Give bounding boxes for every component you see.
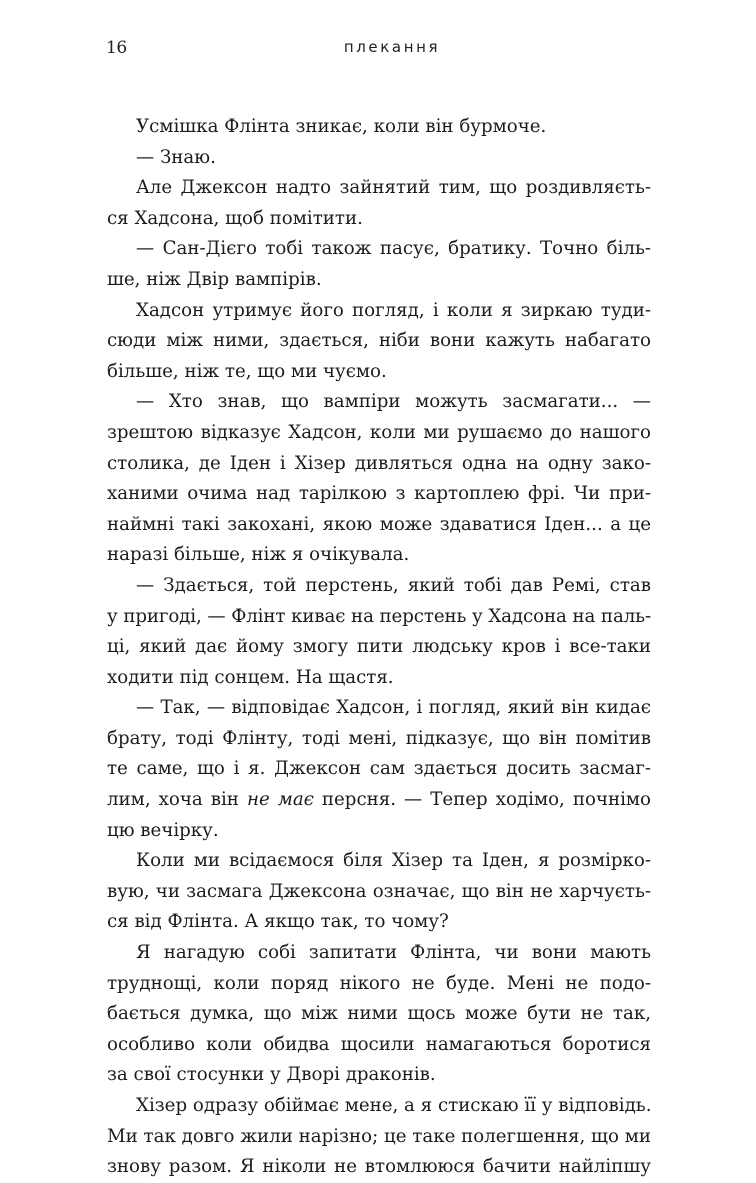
text-line: наймні такі закохані, якою може здаватися Іден... а це bbox=[107, 513, 651, 535]
text-line: Але Джексон надто зайнятий тим, що роздивляєть- bbox=[136, 177, 651, 199]
paragraph bbox=[107, 387, 651, 571]
text-line: — Хто знав, що вампіри можуть засмагати... — bbox=[136, 391, 651, 413]
text-line: вую, чи засмага Джексона означає, що він не харчуєть- bbox=[107, 880, 651, 902]
text-line: бається думка, що між ними щось може бути не так, bbox=[107, 1003, 651, 1025]
emphasized-text: не має bbox=[246, 789, 314, 811]
text-line: ся Хадсона, щоб помітити. bbox=[107, 207, 363, 229]
text-run: персня. — Тепер ходімо, почнімо bbox=[313, 789, 651, 811]
text-line: наразі більше, ніж я очікувала. bbox=[107, 544, 410, 566]
text-line-with-emphasis bbox=[107, 785, 651, 816]
paragraph bbox=[107, 234, 651, 295]
paragraph bbox=[107, 296, 651, 388]
text-line: Усмішка Флінта зникає, коли він бурмоче. bbox=[136, 116, 547, 137]
text-line: те саме, що і я. Джексон сам здається досить засмаг- bbox=[107, 758, 651, 780]
paragraph bbox=[107, 173, 651, 234]
text-line: знову разом. Я ніколи не втомлююся бачити найліпшу bbox=[107, 1156, 651, 1178]
text-line: ханими очима над тарілкою з картоплею фрі. Чи при- bbox=[107, 483, 651, 505]
paragraph bbox=[107, 143, 651, 174]
text-line: — Знаю. bbox=[136, 146, 216, 168]
body-text bbox=[107, 112, 651, 1183]
text-line: більше, ніж те, що ми чуємо. bbox=[107, 360, 387, 382]
text-line: Коли ми всідаємося біля Хізер та Іден, я розмірко- bbox=[136, 850, 651, 872]
running-title: плекання bbox=[343, 38, 441, 56]
paragraph bbox=[107, 1091, 651, 1183]
text-line: Хізер одразу обіймає мене, а я стискаю її у відповідь. bbox=[136, 1095, 652, 1116]
paragraph bbox=[107, 938, 651, 1091]
text-line: столика, де Іден і Хізер дивляться одна на одну зако- bbox=[107, 452, 651, 474]
page-number: 16 bbox=[106, 38, 127, 58]
text-line: — Сан-Дієго тобі також пасує, братику. Точно біль- bbox=[136, 238, 651, 260]
text-line: Я нагадую собі запитати Флінта, чи вони мають bbox=[136, 942, 651, 964]
paragraph bbox=[107, 693, 651, 846]
text-line: особливо коли обидва щосили намагаються боротися bbox=[107, 1033, 651, 1055]
text-line: за свої стосунки у Дворі драконів. bbox=[107, 1064, 436, 1086]
text-line: брату, тоді Флінту, тоді мені, підказує, що він помітив bbox=[107, 727, 651, 749]
text-line: — Так, — відповідає Хадсон, і погляд, який він кидає bbox=[136, 697, 651, 719]
text-line: труднощі, коли поряд нікого не буде. Мені не подо- bbox=[107, 972, 651, 994]
text-line: ходити під сонцем. На щастя. bbox=[107, 666, 394, 688]
text-line: Хадсон утримує його погляд, і коли я зиркаю туди- bbox=[136, 299, 651, 321]
paragraph bbox=[107, 846, 651, 938]
paragraph bbox=[107, 112, 651, 143]
text-line: цю вечірку. bbox=[107, 819, 219, 841]
text-run: лим, хоча він bbox=[107, 789, 247, 811]
text-line: сюди між ними, здається, ніби вони кажуть набагато bbox=[107, 330, 651, 352]
text-line: ся від Флінта. А якщо так, то чому? bbox=[107, 911, 449, 933]
text-line: у пригоді, — Флінт киває на перстень у Хадсона на паль- bbox=[107, 605, 651, 627]
text-line: зрештою відказує Хадсон, коли ми рушаємо до нашого bbox=[107, 421, 651, 443]
paragraph bbox=[107, 571, 651, 693]
text-line: ці, який дає йому змогу пити людську кров і все-таки bbox=[107, 636, 651, 658]
text-line: — Здається, той перстень, який тобі дав Ремі, став bbox=[136, 574, 651, 596]
text-line: Ми так довго жили нарізно; це таке полегшення, що ми bbox=[107, 1125, 651, 1147]
text-line: ше, ніж Двір вампірів. bbox=[107, 268, 322, 290]
